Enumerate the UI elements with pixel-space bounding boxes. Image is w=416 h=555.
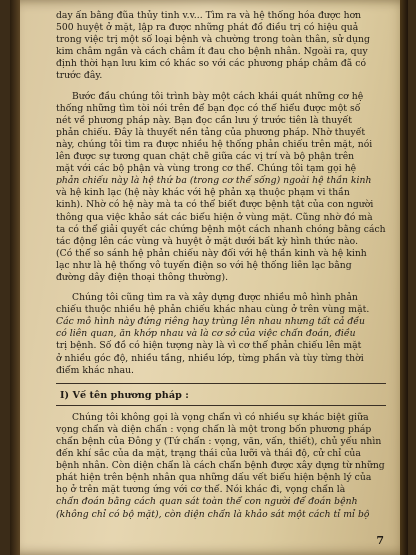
text-line: đường dây điện thoại thông thường).	[56, 271, 229, 283]
section-divider	[56, 405, 386, 406]
text-line: lạc như là hệ thống vô tuyến điện so với hệ thống liên lạc bằng	[56, 259, 352, 271]
text-line: họ ở trên mặt tương ứng với cơ thể. Nói khác đi, vọng chẩn là	[56, 484, 346, 496]
text-line: Chúng tôi cũng tìm ra và xây dựng được nhiều mô hình phản	[72, 292, 358, 304]
text-line: trước đây.	[56, 70, 103, 82]
text-line: thống những tìm tòi nói trên để bạn đọc có thể hiểu được một số	[56, 102, 361, 114]
text-line-italic: (không chỉ có bộ mặt), còn diện chẩn là khảo sát một cách tỉ mỉ bộ	[56, 508, 370, 520]
paragraph-gap	[56, 284, 386, 292]
paragraph-2	[56, 91, 386, 285]
text-line: bệnh nhân. Còn diện chẩn là cách chẩn bệnh được xây dựng từ những	[56, 460, 385, 472]
paragraph-gap	[56, 83, 386, 91]
text-line: phát hiện trên bệnh nhân qua những dấu vết biểu hiện bệnh lý của	[56, 472, 372, 484]
section-paragraph	[56, 412, 386, 521]
text-line: lên được sự tương quan chặt chẽ giữa các vị trí và bộ phận trên	[56, 151, 355, 163]
page-number: 7	[376, 534, 384, 547]
text-line: thông qua việc khảo sát các biểu hiện ở vùng mặt. Cũng nhờ đó mà	[56, 211, 373, 223]
text-line: day ấn bằng đũa thủy tinh v.v... Tìm ra và hệ thống hóa được hơn	[56, 10, 362, 21]
text-line: phản chiếu. Đây là thuyết nền tảng của phương pháp. Nhờ thuyết	[56, 126, 366, 138]
text-line: tác động lên các vùng và huyệt ở mặt dưới bất kỳ hình thức nào.	[56, 235, 359, 247]
text-line: ở nhiều góc độ, nhiều tầng, nhiều lớp, từng phần và tùy từng thời	[56, 352, 364, 364]
section-heading: I) Về tên phương pháp :	[60, 389, 189, 401]
text-line: Bước đầu chúng tôi trình bày một cách khái quát những cơ hệ	[72, 90, 364, 102]
text-line: trong việc trị một số loại bệnh và chường trong toàn thân, sử dụng	[56, 34, 370, 46]
text-line: kim châm ngắn và cách châm ít đau cho bệnh nhân. Ngoài ra, quy	[56, 46, 368, 58]
text-line: nét về phương pháp này. Bạn đọc cần lưu ý trước tiên là thuyết	[56, 114, 352, 126]
book-spine	[10, 0, 20, 555]
text-line: mặt với các bộ phận và vùng trong cơ thể. Chúng tôi tạm gọi hệ	[56, 163, 357, 175]
text-line-italic: chẩn đoán bằng cách quan sát toàn thể con người để đoán bệnh	[56, 496, 358, 508]
page-text	[56, 10, 386, 521]
text-line: chẩn bệnh của Đông y (Tứ chẩn : vọng, văn, vấn, thiết), chủ yếu nhìn	[56, 436, 382, 447]
text-line-italic: Các mô hình này đứng riêng hay trùng lên nhau nhưng tất cả đều	[56, 316, 365, 328]
text-line: đến khí sắc của da mặt, trạng thái của lưỡi và thái độ, cử chỉ của	[56, 448, 361, 460]
text-line: ta có thể giải quyết các chứng bệnh một cách nhanh chóng bằng cách	[56, 223, 386, 235]
text-line: này, chúng tôi tìm ra được nhiều hệ thống phản chiếu trên mặt, nói	[56, 138, 373, 150]
text-line: định thời hạn lưu kim có khác so với các phương pháp châm đã có	[56, 58, 367, 70]
paragraph-3	[56, 292, 386, 377]
text-line: 500 huyệt ở mặt, lập ra được những phát đồ điều trị có hiệu quả	[56, 22, 359, 34]
section-divider	[56, 383, 386, 384]
text-line: điểm khác nhau.	[56, 364, 135, 376]
text-line: (Có thể so sánh hệ phản chiếu này đối với hệ thần kinh và hệ kinh	[56, 247, 367, 259]
text-line: chiếu thuộc nhiều hệ phản chiếu khác nhau cùng ở trên vùng mặt.	[56, 304, 370, 316]
text-line: vọng chẩn và diện chẩn : vọng chẩn là một trong bốn phương pháp	[56, 423, 372, 435]
page-edge-shadow	[400, 0, 408, 555]
paragraph-1	[56, 10, 386, 83]
text-line-italic: có liên quan, ăn khớp nhau và là cơ sở của việc chẩn đoán, điều	[56, 328, 356, 340]
book-page	[10, 0, 408, 555]
text-line: trị bệnh. Số đồ có hiện tượng này là vì cơ thể phản chiếu lên mặt	[56, 340, 362, 352]
text-line: kinh). Nhờ có hệ này mà ta có thể biết được bệnh tật của con người	[56, 199, 374, 211]
text-line-italic: phản chiếu này là hệ thứ ba (trong cơ thể sống) ngoài hệ thần kinh	[56, 175, 372, 187]
text-line: và hệ kinh lạc (hệ này khác với hệ phản xạ thuộc phạm vi thần	[56, 187, 350, 199]
text-line: Chúng tôi không gọi là vọng chẩn vì có nhiều sự khác biệt giữa	[72, 411, 369, 423]
